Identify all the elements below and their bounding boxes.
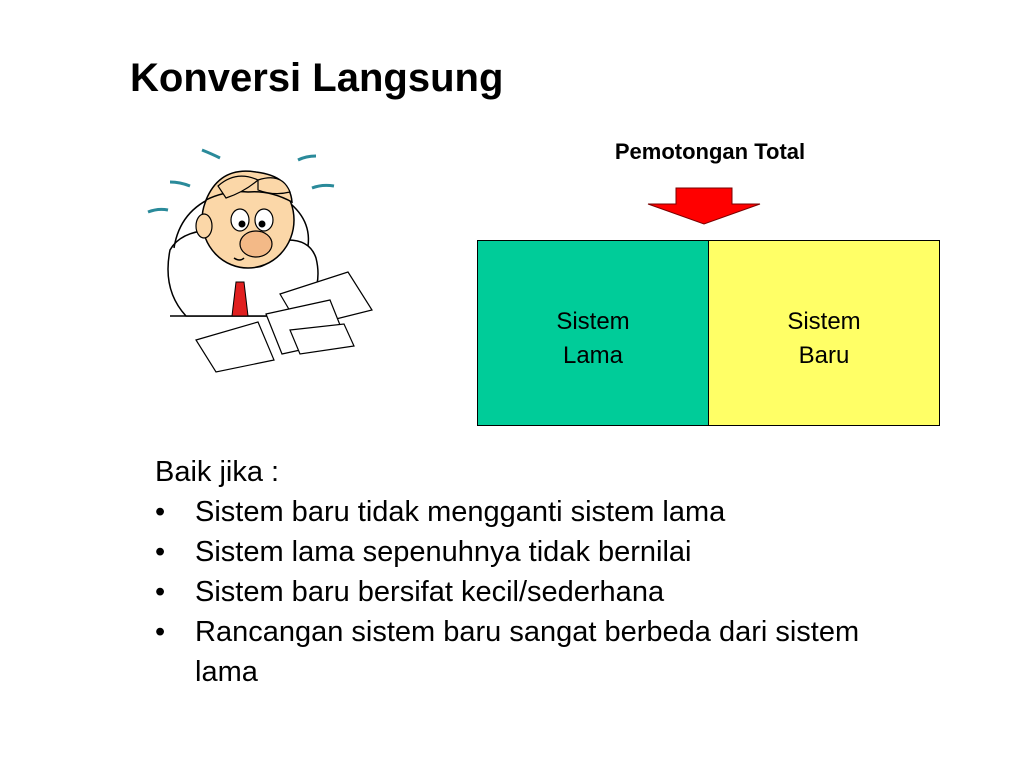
list-item-text: Sistem baru tidak mengganti sistem lama	[195, 496, 726, 528]
list-item-text: Rancangan sistem baru sangat berbeda dari sistem lama	[195, 616, 860, 688]
criteria-list	[155, 492, 915, 692]
list-item-text: Sistem baru bersifat kecil/sederhana	[195, 576, 665, 608]
bullet-icon: •	[155, 616, 166, 648]
bullet-icon: •	[155, 576, 166, 608]
slide-title: Konversi Langsung	[130, 56, 504, 100]
stressed-man-with-papers-icon	[140, 140, 380, 380]
criteria-block	[155, 452, 915, 692]
down-arrow-icon	[646, 186, 762, 226]
bullet-icon: •	[155, 536, 166, 568]
old-system-label-line1: Sistem	[556, 308, 630, 335]
new-system-label-line2: Baru	[798, 342, 850, 369]
list-item	[155, 492, 915, 532]
bullet-icon: •	[155, 496, 166, 528]
list-item	[155, 612, 915, 692]
list-item	[155, 532, 915, 572]
cut-label: Pemotongan Total	[614, 139, 806, 164]
list-item	[155, 572, 915, 612]
list-item-text: Sistem lama sepenuhnya tidak bernilai	[195, 536, 692, 568]
old-system-box	[477, 240, 709, 426]
new-system-box	[708, 240, 940, 426]
criteria-intro: Baik jika :	[155, 456, 280, 488]
new-system-label-line1: Sistem	[787, 308, 861, 335]
old-system-label-line2: Lama	[562, 342, 624, 369]
